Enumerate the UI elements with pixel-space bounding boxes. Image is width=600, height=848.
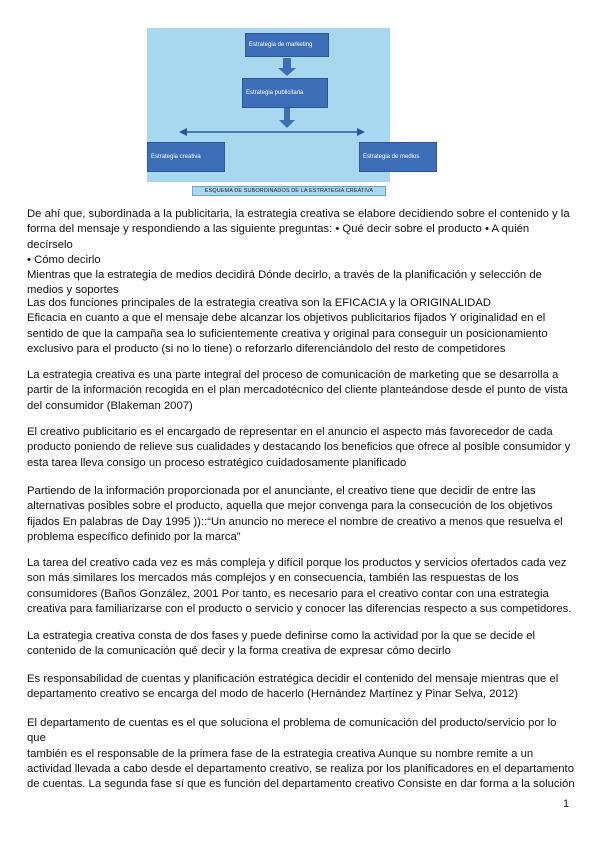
paragraph-5 (27, 484, 575, 545)
text-line: departamento creativo se encarga del modo de hacerlo (Hernández Martínez y Pinar Selva, 2012) (27, 688, 519, 701)
paragraph-2 (27, 296, 575, 357)
text-line: La tarea del creativo cada vez es más compleja y difícil porque los productos y servicios ofertados cada vez (27, 557, 567, 569)
arrow-down-1-shaft (283, 58, 291, 68)
arrow-right-head (357, 128, 365, 136)
box-estrategia-medios (359, 142, 437, 172)
paragraph-9 (27, 716, 575, 792)
text-line: actividad llevada a cabo desde el departamento creativo, se realiza por los planificadores en el departamento (27, 762, 574, 775)
text-line: producto poniendo de relieve sus cualidades y destacando los beneficios que ofrece al posible consumidor y (27, 441, 571, 454)
text-line: alternativas posibles sobre el producto, aquella que mejor convenga para la consecución de los objetivos (27, 500, 553, 513)
text-line: La estrategia creativa es una parte integral del proceso de comunicación de marketing que se desarrolla a (27, 369, 559, 381)
text-line: La estrategia creativa consta de dos fases y puede definirse como la actividad por la que se decide el (27, 630, 536, 642)
text-line: fijados En palabras de Day 1995 ))::“Un anuncio no merece el nombre de creativo a menos que resuelva el (27, 515, 563, 528)
box-label: Estrategia publicitaria (246, 90, 304, 96)
box-label: Estrategia creativa (151, 154, 201, 160)
paragraph-4 (27, 425, 575, 471)
text-line: contenido de la comunicación qué decir y la forma creativa de expresar cómo decirlo (27, 645, 451, 658)
text-line: • Cómo decirlo (27, 253, 101, 266)
diagram-caption: ESQUEMA DE SUBORDINADOS DE LA ESTRATEGIA CREATIVA (192, 186, 386, 196)
text-line: El creativo publicitario es el encargado de representar en el anuncio el aspecto más favorecedor de cada (27, 426, 553, 438)
text-line: del consumidor (Blakeman 2007) (27, 399, 193, 412)
paragraph-6 (27, 556, 575, 617)
arrow-left-head (179, 128, 187, 136)
box-label: Estrategia de medios (363, 154, 420, 160)
text-line: Eficacia en cuanto a que el mensaje debe alcanzar los objetivos publicitarios fijados Y originalidad en el (27, 312, 546, 325)
text-line: también es el responsable de la primera fase de la estrategia creativa Aunque su nombre remite a un (27, 747, 534, 760)
text-line: Es responsabilidad de cuentas y planificación estratégica decidir el contenido del mensaje mientras que el (27, 673, 559, 685)
arrow-down-1-head (278, 68, 296, 76)
paragraph-8 (27, 672, 575, 703)
arrow-down-2-head (279, 120, 295, 128)
box-estrategia-publicitaria (242, 78, 328, 108)
text-line: sentido de que la campaña sea lo suficientemente creativa y original para conseguir un posicionamiento (27, 327, 548, 340)
box-estrategia-marketing (245, 33, 329, 57)
text-line: Las dos funciones principales de la estrategia creativa son la EFICACIA y la ORIGINALIDAD (27, 297, 492, 309)
text-line: consumidores (Baños González, 2001 Por tanto, es necesario para el creativo contar con una estrategia (27, 587, 549, 600)
paragraph-1 (27, 207, 575, 299)
text-line: forma del mensaje y respondiendo a las siguiente preguntas: • Qué decir sobre el producto • A quién decírselo (27, 223, 530, 251)
arrow-down-2-shaft (284, 108, 290, 120)
text-line: creativa para familiarizarse con el producto o servicio y conocer las diferencias respecto a sus competidores. (27, 602, 572, 615)
text-line: De ahí que, subordinada a la publicitaria, la estrategia creativa se elabore decidiendo sobre el contenido y la (27, 208, 570, 220)
text-line: problema específico definido por la marca” (27, 530, 241, 543)
box-label: Estrategia de marketing (249, 42, 313, 48)
text-line: El departamento de cuentas es el que soluciona el problema de comunicación del producto/servicio por lo que (27, 717, 557, 745)
text-line: esta tarea lleva consigo un proceso estratégico cuidadosamente planificado (27, 456, 407, 469)
box-estrategia-creativa (147, 142, 225, 172)
page-number: 1 (563, 798, 570, 810)
paragraph-3 (27, 368, 575, 414)
text-line: partir de la información recogida en el plan mercadotécnico del cliente planteándose desde el punto de vista (27, 384, 568, 397)
text-line: son más similares los mercados más complejos y en consecuencia, también las respuestas de los (27, 572, 519, 585)
text-line: medios y soportes (27, 284, 119, 297)
text-line: Partiendo de la información proporcionada por el anunciante, el creativo tiene que decidir de entre las (27, 485, 536, 497)
text-line: de cuentas. La segunda fase sí que es función del departamento creativo Consiste en dar forma a la solución (27, 778, 575, 791)
text-line: Mientras que la estrategia de medios decidirá Dónde decirlo, a través de la planificación y selección de (27, 269, 542, 282)
strategy-diagram (147, 28, 420, 182)
paragraph-7 (27, 629, 575, 660)
text-line: exclusivo para el producto (si no lo tiene) o reforzarlo diferenciándolo del resto de competidores (27, 342, 506, 355)
